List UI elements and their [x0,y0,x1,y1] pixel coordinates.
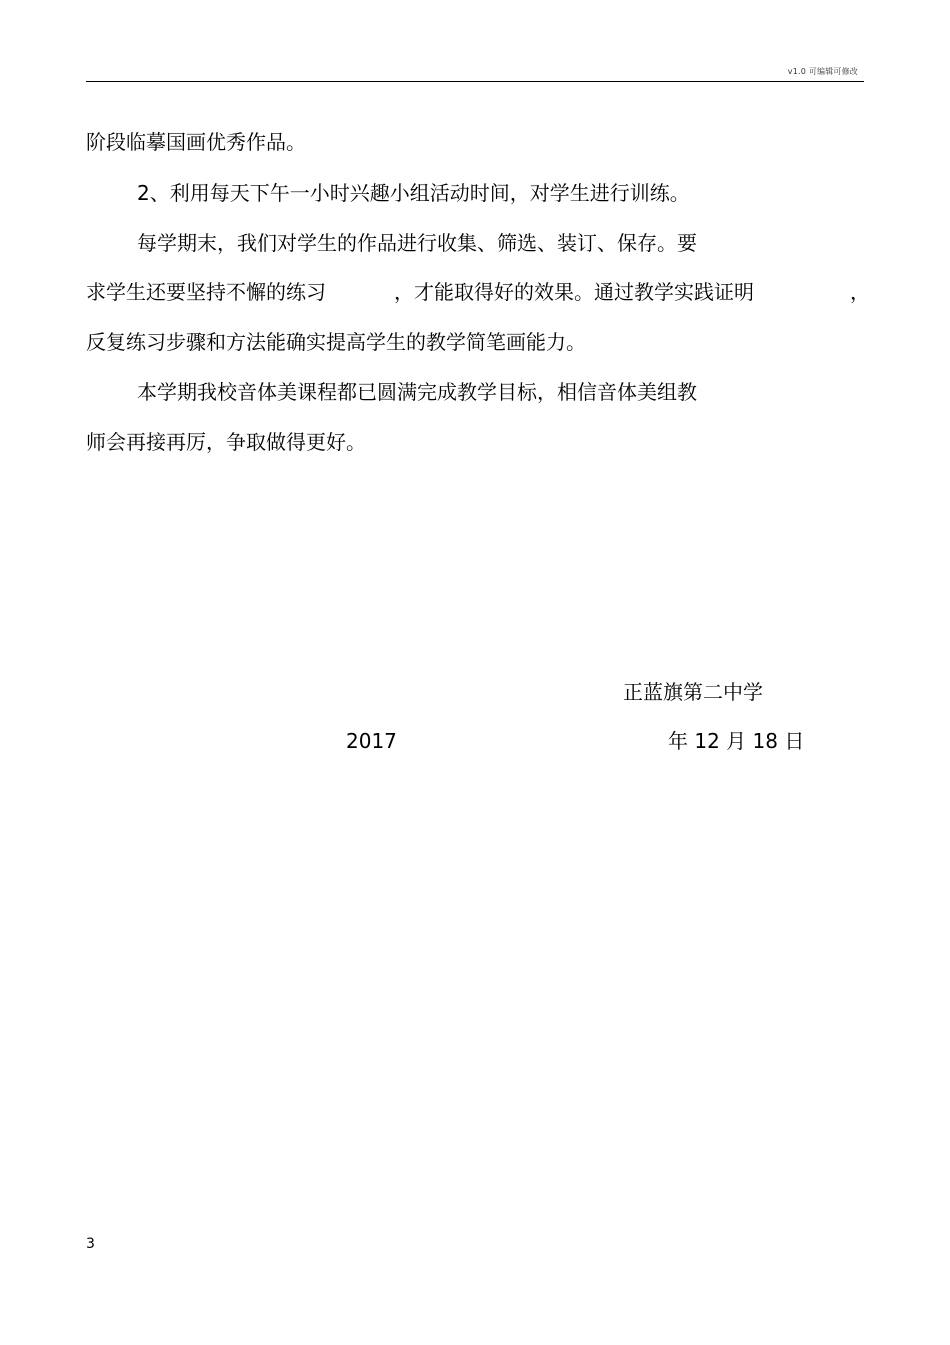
page-number: 3 [86,1236,95,1252]
paragraph-line-4-part-1: 求学生还要坚持不懈的练习 [86,280,326,304]
signature-school-name: 正蓝旗第二中学 [623,680,763,704]
paragraph-line-6: 本学期我校音体美课程都已圆满完成教学目标，相信音体美组教 [137,380,697,404]
paragraph-line-5: 反复练习步骤和方法能确实提高学生的教学简笔画能力。 [86,330,586,354]
header-version-note: v1.0 可编辑可修改 [787,67,858,76]
paragraph-line-2: 2、利用每天下午一小时兴趣小组活动时间，对学生进行训练。 [137,181,690,205]
paragraph-line-3: 每学期末，我们对学生的作品进行收集、筛选、装订、保存。要 [137,231,697,255]
paragraph-line-4-part-2: ，才能取得好的效果。通过教学实践证明 [394,280,754,304]
signature-month-day: 年 12 月 18 日 [668,729,805,753]
paragraph-line-1: 阶段临摹国画优秀作品。 [86,130,306,154]
paragraph-line-7: 师会再接再厉，争取做得更好。 [86,430,366,454]
paragraph-line-4-part-3: ， [850,280,870,304]
signature-year: 2017 [346,729,397,753]
header-divider [86,81,864,82]
